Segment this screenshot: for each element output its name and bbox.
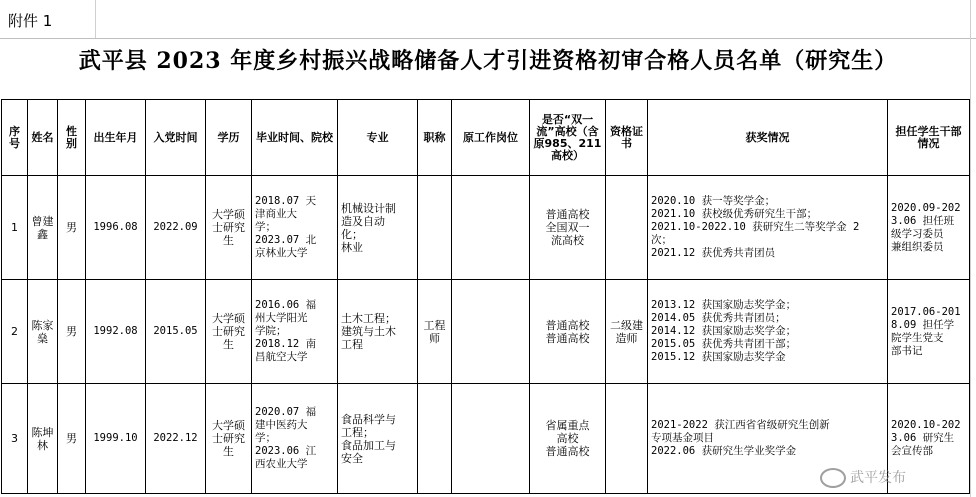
cell-orig-post bbox=[452, 384, 530, 494]
cell-major: 食品科学与 工程； 食品加工与 安全 bbox=[338, 384, 418, 494]
cell-name: 陈坤林 bbox=[28, 384, 58, 494]
table-header-row bbox=[2, 100, 970, 176]
cell-grad: 2020.07 福 建中医药大 学； 2023.06 江 西农业大学 bbox=[252, 384, 338, 494]
header-double-first: 是否“双一流”高校（含原985、211高校） bbox=[530, 100, 606, 176]
cell-birth: 1992.08 bbox=[86, 280, 146, 384]
header-birth: 出生年月 bbox=[86, 100, 146, 176]
cell-double-first: 普通高校 普通高校 bbox=[530, 280, 606, 384]
cell-edu: 大学硕士研究生 bbox=[206, 176, 252, 280]
cell-seq: 2 bbox=[2, 280, 28, 384]
watermark-text: 武平发布 bbox=[850, 470, 906, 486]
cell-cert bbox=[606, 176, 648, 280]
cell-birth: 1999.10 bbox=[86, 384, 146, 494]
cell-major: 土木工程； 建筑与土木 工程 bbox=[338, 280, 418, 384]
cell-awards: 2021-2022 获江西省省级研究生创新 专项基金项目 2022.06 获研究生学业奖学金 bbox=[648, 384, 888, 494]
attachment-label: 附件 1 bbox=[8, 12, 53, 30]
cell-title bbox=[418, 384, 452, 494]
cell-cadre: 2020.09-202 3.06 担任班 级学习委员 兼组织委员 bbox=[888, 176, 970, 280]
header-orig-post: 原工作岗位 bbox=[452, 100, 530, 176]
cell-seq: 3 bbox=[2, 384, 28, 494]
cell-cert bbox=[606, 384, 648, 494]
cell-orig-post bbox=[452, 280, 530, 384]
cell-name: 曾建鑫 bbox=[28, 176, 58, 280]
cell-name: 陈家燊 bbox=[28, 280, 58, 384]
header-title: 职称 bbox=[418, 100, 452, 176]
cell-gender: 男 bbox=[58, 176, 86, 280]
page-title: 武平县 2023 年度乡村振兴战略储备人才引进资格初审合格人员名单（研究生） bbox=[78, 48, 898, 74]
header-seq: 序号 bbox=[2, 100, 28, 176]
cell-party: 2015.05 bbox=[146, 280, 206, 384]
top-cell-row bbox=[0, 0, 976, 39]
cell-major: 机械设计制 造及自动 化； 林业 bbox=[338, 176, 418, 280]
cell-seq: 1 bbox=[2, 176, 28, 280]
cell-cadre: 2020.10-202 3.06 研究生 会宣传部 bbox=[888, 384, 970, 494]
cell-title: 工程师 bbox=[418, 280, 452, 384]
cell-cert: 二级建造师 bbox=[606, 280, 648, 384]
cell-double-first: 省属重点 高校 普通高校 bbox=[530, 384, 606, 494]
header-grad: 毕业时间、院校 bbox=[252, 100, 338, 176]
cell-gender: 男 bbox=[58, 280, 86, 384]
header-major: 专业 bbox=[338, 100, 418, 176]
cell-double-first: 普通高校 全国双一 流高校 bbox=[530, 176, 606, 280]
candidate-table bbox=[1, 99, 970, 494]
header-gender: 性别 bbox=[58, 100, 86, 176]
header-cert: 资格证书 bbox=[606, 100, 648, 176]
cell-awards: 2013.12 获国家励志奖学金； 2014.05 获优秀共青团员； 2014.12 获国家励志奖学金； 2015.05 获优秀共青团干部； 2015.12 获国家励志奖学金 bbox=[648, 280, 888, 384]
cell-grad: 2018.07 天 津商业大 学； 2023.07 北 京林业大学 bbox=[252, 176, 338, 280]
header-name: 姓名 bbox=[28, 100, 58, 176]
wechat-icon bbox=[820, 468, 846, 488]
cell-party: 2022.09 bbox=[146, 176, 206, 280]
cell-birth: 1996.08 bbox=[86, 176, 146, 280]
cell-gender: 男 bbox=[58, 384, 86, 494]
cell-cadre: 2017.06-201 8.09 担任学 院学生党支 部书记 bbox=[888, 280, 970, 384]
table-row bbox=[2, 280, 970, 384]
header-cadre: 担任学生干部情况 bbox=[888, 100, 970, 176]
cell-edu: 大学硕士研究生 bbox=[206, 280, 252, 384]
cell-party: 2022.12 bbox=[146, 384, 206, 494]
cell-edu: 大学硕士研究生 bbox=[206, 384, 252, 494]
cell-title bbox=[418, 176, 452, 280]
cell-orig-post bbox=[452, 176, 530, 280]
table-row bbox=[2, 176, 970, 280]
header-edu: 学历 bbox=[206, 100, 252, 176]
header-awards: 获奖情况 bbox=[648, 100, 888, 176]
cell-divider bbox=[95, 0, 96, 38]
watermark bbox=[820, 467, 906, 488]
cell-awards: 2020.10 获一等奖学金； 2021.10 获校级优秀研究生干部； 2021.10-2022.10 获研究生二等奖学金 2 次； 2021.12 获优秀共青团员 bbox=[648, 176, 888, 280]
cell-grad: 2016.06 福 州大学阳光 学院； 2018.12 南 昌航空大学 bbox=[252, 280, 338, 384]
header-party: 入党时间 bbox=[146, 100, 206, 176]
